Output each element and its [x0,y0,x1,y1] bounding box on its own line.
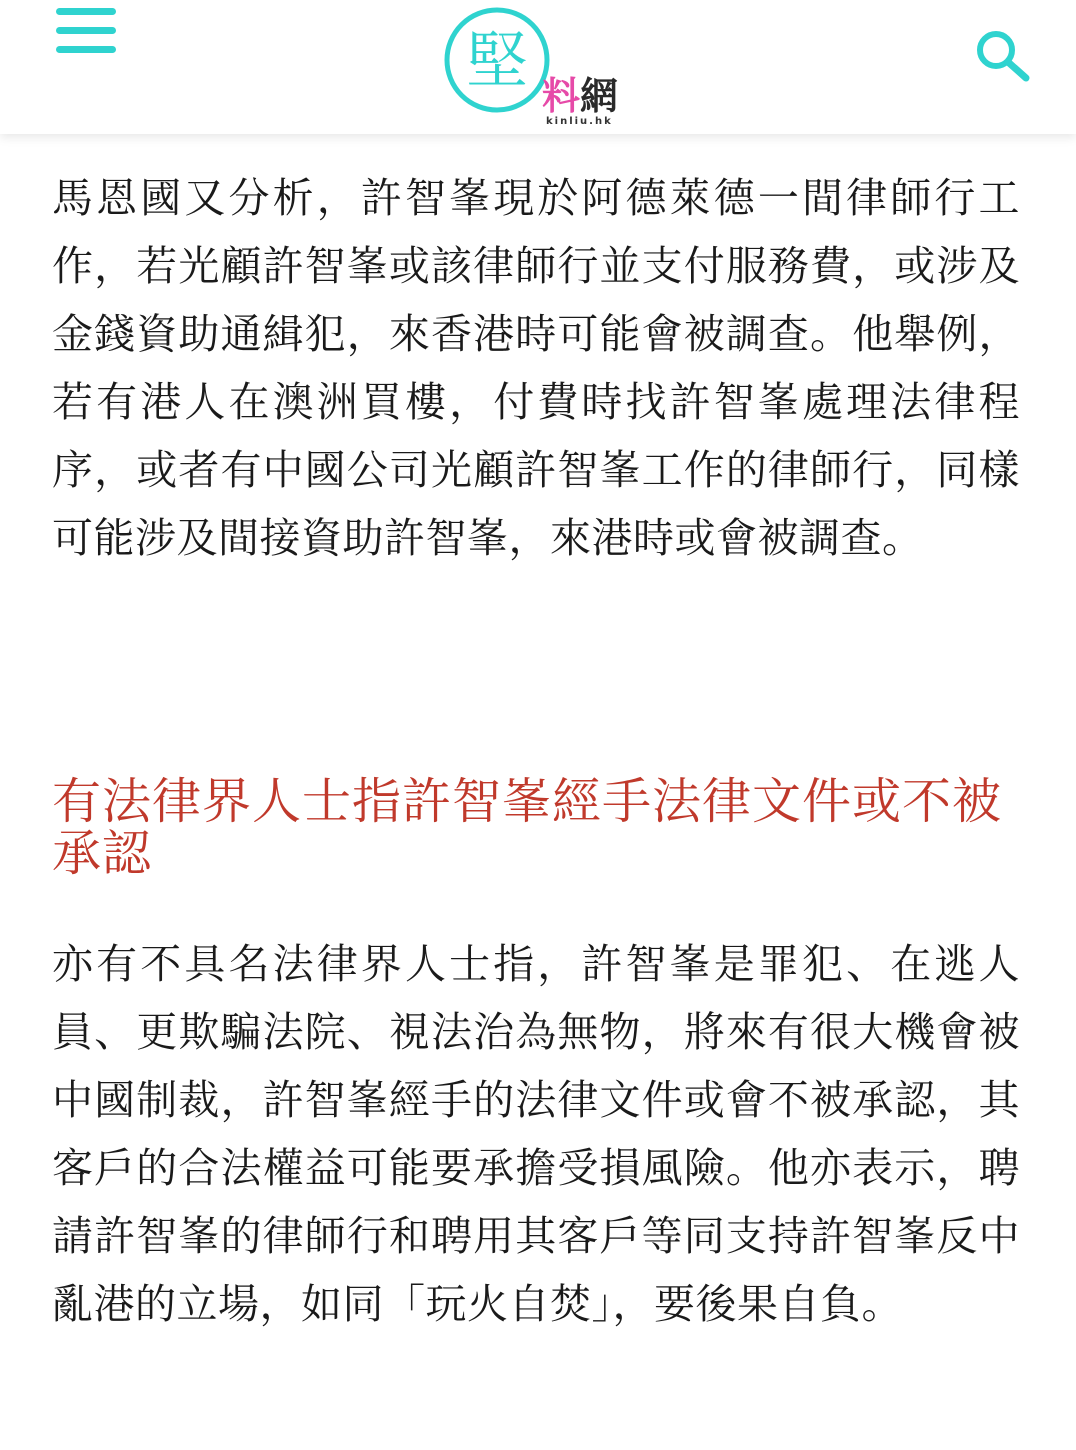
article-paragraph-1: 馬恩國又分析，許智峯現於阿德萊德一間律師行工作，若光顧許智峯或該律師行並支付服務費，或涉及金錢資助通緝犯，來香港時可能會被調查。他舉例，若有港人在澳洲買樓，付費時找許智峯處理法律程序，或者有中國公司光顧許智峯工作的律師行，同樣可能涉及間接資助許智峯，來港時或會被調查。 [52,174,1020,562]
logo-glyph: 堅 [465,24,529,97]
top-header [0,0,1076,134]
logo-domain: kinliu.hk [546,116,613,127]
search-icon [970,26,1036,86]
logo-wordmark [542,74,618,118]
article-paragraph-2: 亦有不具名法律界人士指，許智峯是罪犯、在逃人員、更欺騙法院、視法治為無物，將來有很大機會被中國制裁，許智峯經手的法律文件或會不被承認，其客戶的合法權益可能要承擔受損風險。他亦表示，聘請許智峯的律師行和聘用其客戶等同支持許智峯反中亂港的立場，如同「玩火自焚」，要後果自負。 [52,940,1020,1328]
logo-word-2: 網 [580,74,619,118]
logo-word-1: 料 [542,74,581,118]
article-subheading: 有法律界人士指許智峯經手法律文件或不被承認 [52,773,1003,882]
site-logo[interactable] [442,2,642,130]
search-button[interactable] [970,26,1036,86]
hamburger-icon-bar-3 [56,46,116,53]
hamburger-icon-bar-2 [56,27,116,34]
hamburger-icon-bar-1 [56,8,116,15]
menu-button[interactable] [52,6,120,56]
